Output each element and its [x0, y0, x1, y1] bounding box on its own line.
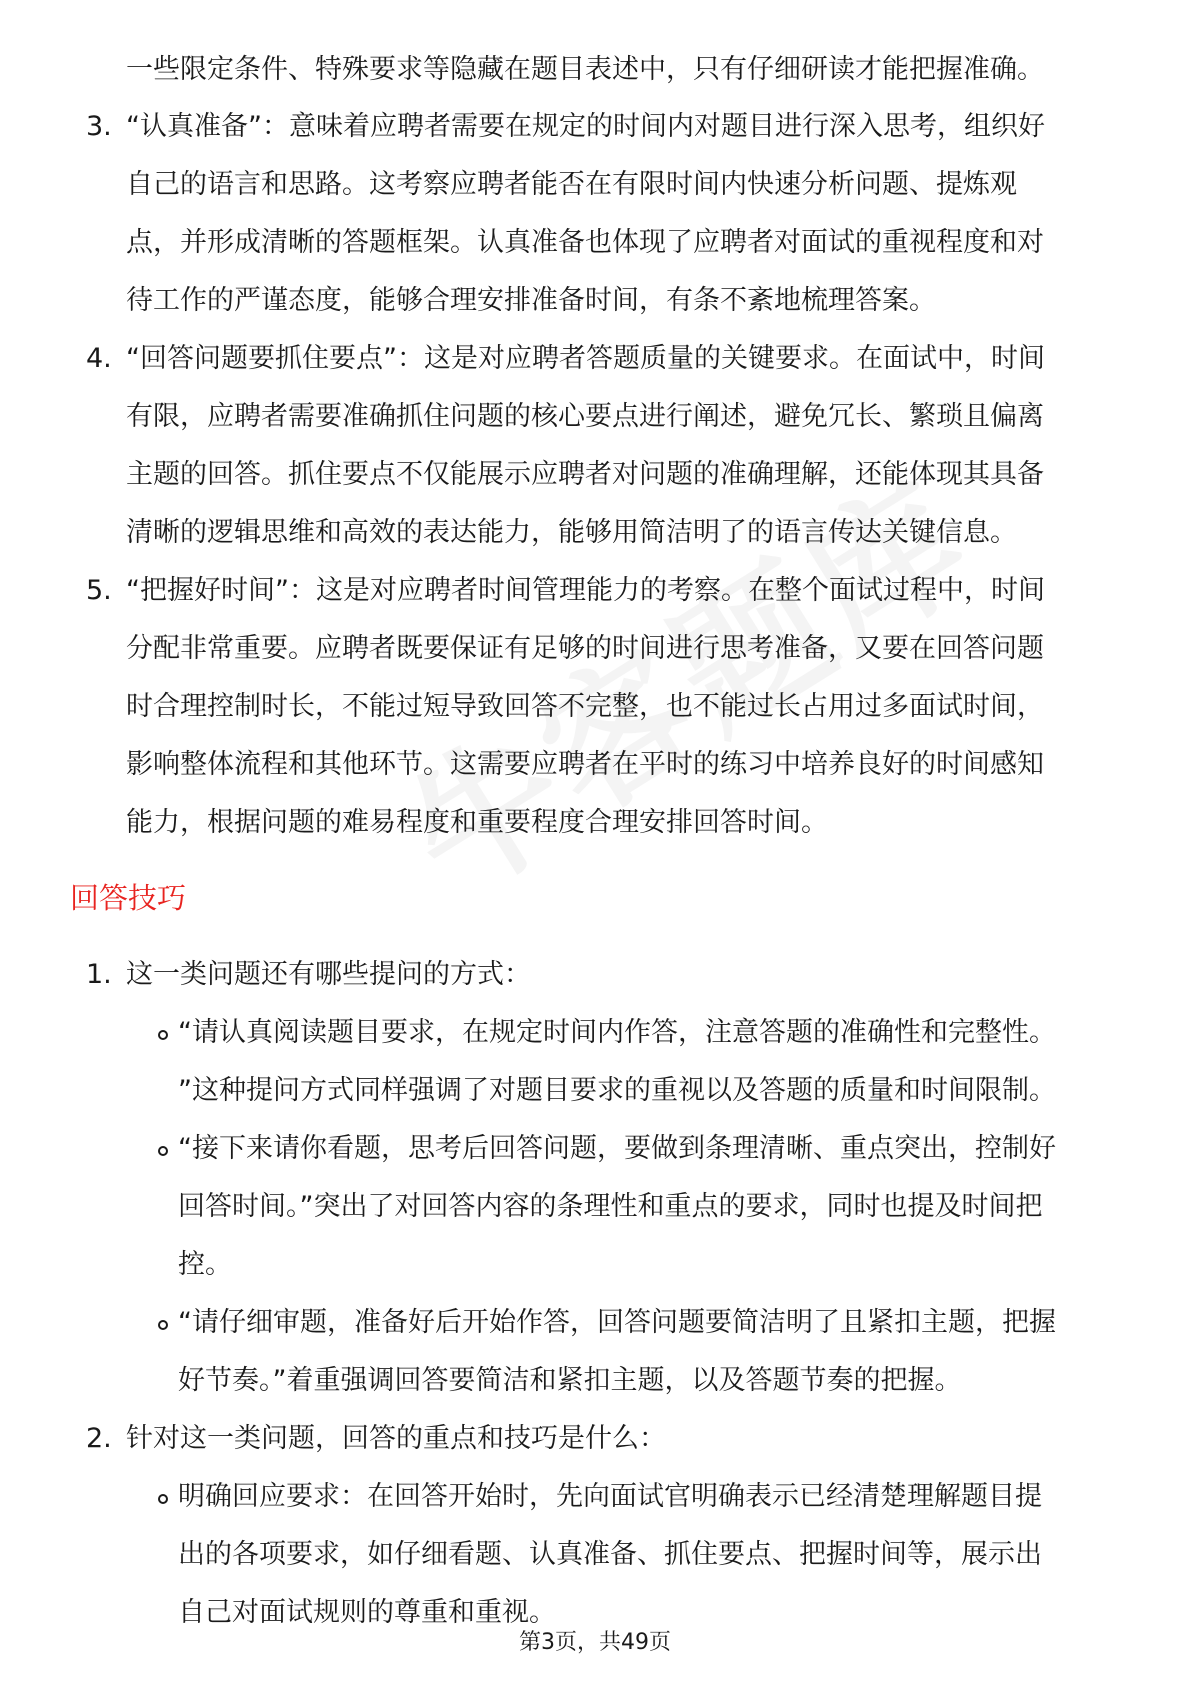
list-item-4-line-2: 有限，应聘者需要准确抓住问题的核心要点进行阐述，避免冗长、繁琐且偏离 — [126, 401, 1044, 432]
tip-1-bullet-2-line-2: 回答时间。”突出了对回答内容的条理性和重点的要求，同时也提及时间把 — [178, 1191, 1043, 1222]
tip-1-bullet-3-line-2: 好节奏。”着重强调回答要简洁和紧扣主题，以及答题节奏的把握。 — [178, 1365, 962, 1396]
tip-1-bullet-2-line-3: 控。 — [178, 1249, 232, 1280]
bullet-icon — [158, 1494, 168, 1504]
list-item-3-line-4: 待工作的严谨态度，能够合理安排准备时间，有条不紊地梳理答案。 — [126, 285, 936, 316]
list-item-4-line-3: 主题的回答。抓住要点不仅能展示应聘者对问题的准确理解，还能体现其具备 — [126, 459, 1044, 490]
bullet-icon — [158, 1030, 168, 1040]
list-item-5-line-5: 能力，根据问题的难易程度和重要程度合理安排回答时间。 — [126, 807, 828, 838]
list-item-5-line-1: “把握好时间”：这是对应聘者时间管理能力的考察。在整个面试过程中，时间 — [126, 575, 1045, 606]
list-item-4-line-4: 清晰的逻辑思维和高效的表达能力，能够用简洁明了的语言传达关键信息。 — [126, 517, 1017, 548]
list-item-3-line-2: 自己的语言和思路。这考察应聘者能否在有限时间内快速分析问题、提炼观 — [126, 169, 1017, 200]
list-number-5: 5. — [86, 575, 112, 606]
tip-2-bullet-1-line-3: 自己对面试规则的尊重和重视。 — [178, 1597, 556, 1628]
bullet-icon — [158, 1320, 168, 1330]
list-item-5-line-2: 分配非常重要。应聘者既要保证有足够的时间进行思考准备，又要在回答问题 — [126, 633, 1044, 664]
section-heading: 回答技巧 — [70, 881, 187, 915]
tip-2-title: 针对这一类问题，回答的重点和技巧是什么： — [126, 1423, 666, 1454]
list-item-3-line-1: “认真准备”：意味着应聘者需要在规定的时间内对题目进行深入思考，组织好 — [126, 111, 1045, 142]
tip-1-bullet-1-line-1: “请认真阅读题目要求，在规定时间内作答，注意答题的准确性和完整性。 — [178, 1017, 1056, 1048]
intro-line: 一些限定条件、特殊要求等隐藏在题目表述中，只有仔细研读才能把握准确。 — [126, 54, 1044, 85]
tip-2-bullet-1-line-1: 明确回应要求：在回答开始时，先向面试官明确表示已经清楚理解题目提 — [178, 1481, 1042, 1512]
list-number-4: 4. — [86, 343, 112, 374]
list-number-3: 3. — [86, 111, 112, 142]
bullet-icon — [158, 1146, 168, 1156]
tip-1-bullet-2-line-1: “接下来请你看题，思考后回答问题，要做到条理清晰、重点突出，控制好 — [178, 1133, 1056, 1164]
tip-1-title: 这一类问题还有哪些提问的方式： — [126, 959, 531, 990]
tip-2-bullet-1-line-2: 出的各项要求，如仔细看题、认真准备、抓住要点、把握时间等，展示出 — [178, 1539, 1042, 1570]
tip-1-bullet-3-line-1: “请仔细审题，准备好后开始作答，回答问题要简洁明了且紧扣主题，把握 — [178, 1307, 1056, 1338]
list-item-5-line-3: 时合理控制时长，不能过短导致回答不完整，也不能过长占用过多面试时间， — [126, 691, 1044, 722]
list-item-5-line-4: 影响整体流程和其他环节。这需要应聘者在平时的练习中培养良好的时间感知 — [126, 749, 1044, 780]
tip-number-2: 2. — [86, 1423, 112, 1454]
tip-1-bullet-1-line-2: ”这种提问方式同样强调了对题目要求的重视以及答题的质量和时间限制。 — [178, 1075, 1056, 1106]
tip-number-1: 1. — [86, 959, 112, 990]
page-footer: 第3页，共49页 — [519, 1630, 671, 1655]
list-item-3-line-3: 点，并形成清晰的答题框架。认真准备也体现了应聘者对面试的重视程度和对 — [126, 227, 1044, 258]
list-item-4-line-1: “回答问题要抓住要点”：这是对应聘者答题质量的关键要求。在面试中，时间 — [126, 343, 1045, 374]
